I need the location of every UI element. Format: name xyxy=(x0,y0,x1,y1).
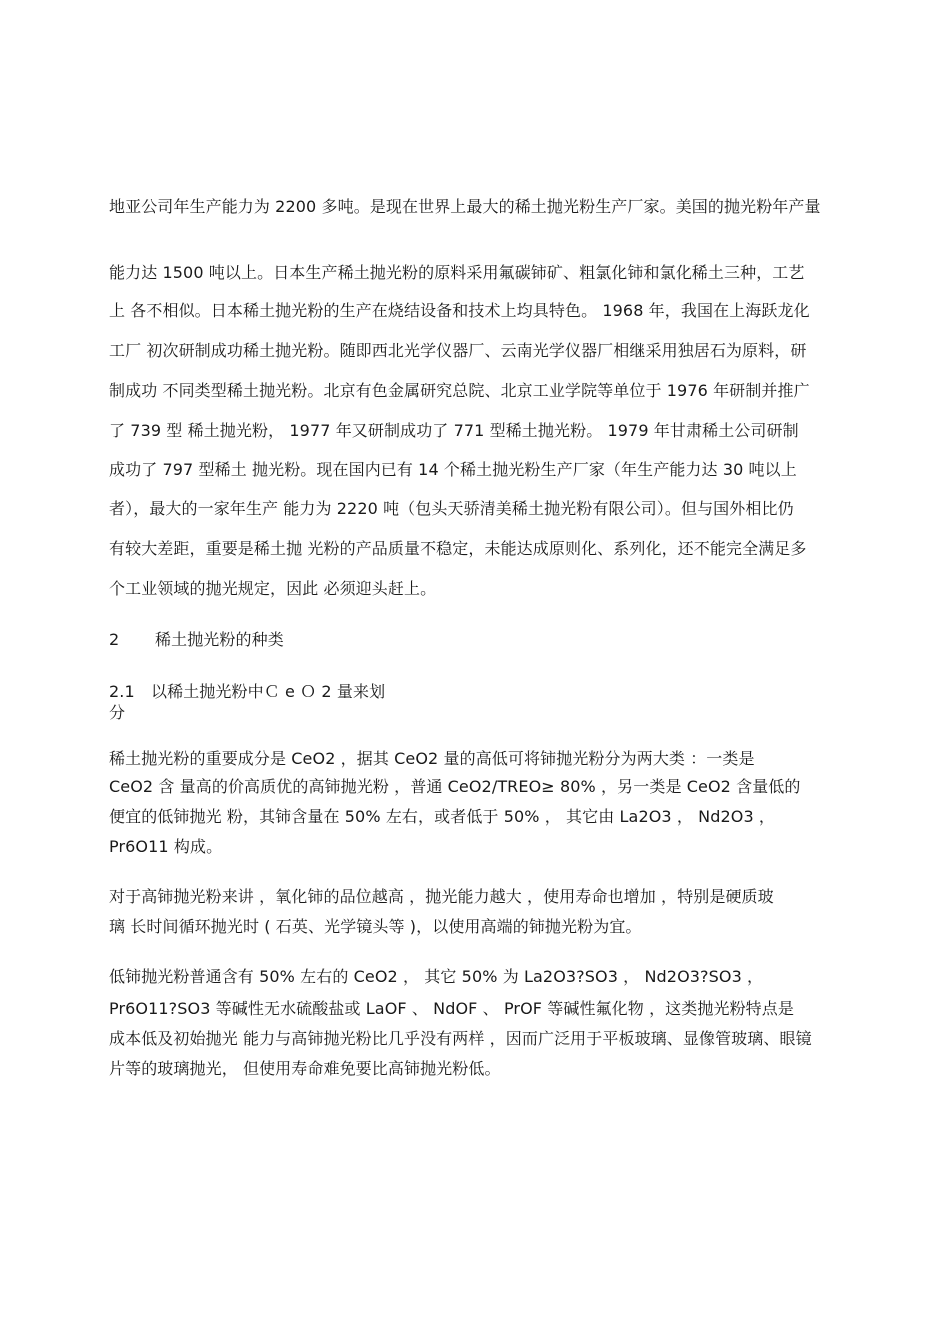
paragraph-2-line-4: Pr6O11 构成。 xyxy=(109,837,223,856)
paragraph-1-line-7: 成功了 797 型稀土 抛光粉。现在国内已有 14 个稀土抛光粉生产厂家（年生产能力达 30 吨以上 xyxy=(109,460,797,479)
paragraph-2-line-3: 便宜的低铈抛光 粉，其铈含量在 50% 左右，或者低于 50% ， 其它由 La2O3 ， Nd2O3 ， xyxy=(109,807,776,826)
paragraph-1-line-3: 上 各不相似。日本稀土抛光粉的生产在烧结设备和技术上均具特色。 1968 年，我国在上海跃龙化 xyxy=(109,301,810,320)
paragraph-1-line-6: 了 739 型 稀土抛光粉， 1977 年又研制成功了 771 型稀土抛光粉。 1979 年甘肃稀土公司研制 xyxy=(109,421,799,440)
paragraph-1-line-9: 有较大差距，重要是稀土抛 光粉的产品质量不稳定，未能达成原则化、系列化，还不能完全满足多 xyxy=(109,539,807,558)
section-2-title: 稀土抛光粉的种类 xyxy=(155,630,284,649)
paragraph-1-line-5: 制成功 不同类型稀土抛光粉。北京有色金属研究总院、北京工业学院等单位于 1976 年研制并推广 xyxy=(109,381,810,400)
section-2-1-title-continued: 分 xyxy=(109,703,126,722)
paragraph-1-line-2: 能力达 1500 吨以上。日本生产稀土抛光粉的原料采用氟碳铈矿、粗氯化铈和氯化稀土三种，工艺 xyxy=(109,263,805,282)
paragraph-1-line-4: 工厂 初次研制成功稀土抛光粉。随即西北光学仪器厂、云南光学仪器厂相继采用独居石为原料，研 xyxy=(109,341,807,360)
paragraph-4-line-1: 低铈抛光粉普通含有 50% 左右的 CeO2 ， 其它 50% 为 La2O3?SO3 ， Nd2O3?SO3 ， xyxy=(109,967,764,986)
section-2-1-number: 2.1 xyxy=(109,682,135,701)
section-2-1-title: 以稀土抛光粉中Ｃ e Ｏ 2 量来划 xyxy=(151,682,386,701)
paragraph-4-line-3: 成本低及初始抛光 能力与高铈抛光粉比几乎没有两样 ，因而广泛用于平板玻璃、显像管玻璃、眼镜 xyxy=(109,1029,812,1048)
paragraph-1-line-10: 个工业领域的抛光规定，因此 必须迎头赶上。 xyxy=(109,579,437,598)
paragraph-3-line-1: 对于高铈抛光粉来讲 ，氧化铈的品位越高 ，抛光能力越大 ，使用寿命也增加 ，特别是硬质玻 xyxy=(109,887,774,906)
paragraph-4-line-4: 片等的玻璃抛光， 但使用寿命难免要比高铈抛光粉低。 xyxy=(109,1059,501,1078)
paragraph-1-line-1: 地亚公司年生产能力为 2200 多吨。是现在世界上最大的稀土抛光粉生产厂家。美国的抛光粉年产量 xyxy=(109,197,821,216)
paragraph-3-line-2: 璃 长时间循环抛光时 ( 石英、光学镜头等 )，以使用高端的铈抛光粉为宜。 xyxy=(109,917,642,936)
paragraph-2-line-2: CeO2 含 量高的价高质优的高铈抛光粉 ，普通 CeO2/TREO≥ 80% ，另一类是 CeO2 含量低的 xyxy=(109,777,801,796)
paragraph-2-line-1: 稀土抛光粉的重要成分是 CeO2 ，据其 CeO2 量的高低可将铈抛光粉分为两大类 ：一类是 xyxy=(109,749,755,768)
section-2-number: 2 xyxy=(109,630,120,649)
section-2-heading xyxy=(109,629,849,651)
section-2-1-heading xyxy=(109,681,849,703)
paragraph-1-line-8: 者），最大的一家年生产 能力为 2220 吨（包头天骄清美稀土抛光粉有限公司）。但与国外相比仍 xyxy=(109,499,794,518)
paragraph-4-line-2: Pr6O11?SO3 等碱性无水硫酸盐或 LaOF 、 NdOF 、 PrOF 等碱性氟化物 ，这类抛光粉特点是 xyxy=(109,999,794,1018)
